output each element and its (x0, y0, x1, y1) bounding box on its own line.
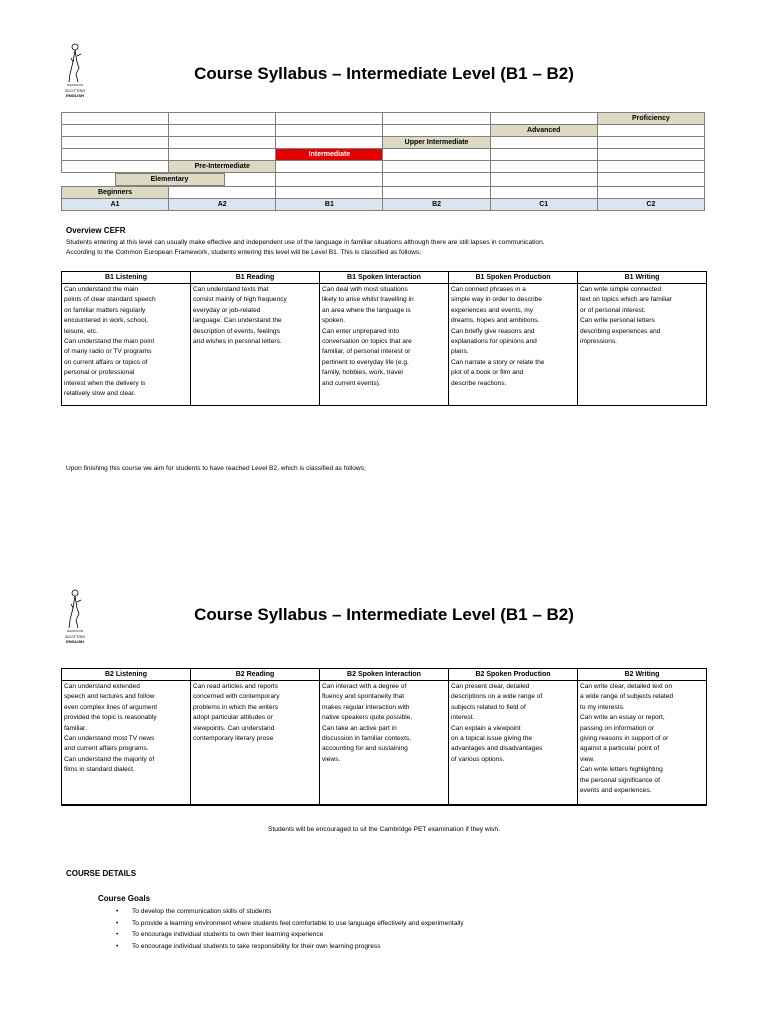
goal-item: • To provide a learning environment where students feel comfortable to use language effectively and experimentally (114, 918, 464, 930)
level-pre-intermediate: Pre-Intermediate (169, 161, 276, 173)
b1-header-listening: B1 Listening (62, 272, 191, 284)
b1-header-writing: B1 Writing (578, 272, 707, 284)
b2-cell-reading: Can read articles and reports concerned with contemporary problems in which the writers adopt particular attitudes or viewpoints. Can understand contemporary literary prose (191, 681, 320, 805)
code-b2: B2 (383, 199, 490, 211)
level-advanced: Advanced (490, 125, 597, 137)
b2-skills-table (61, 668, 707, 806)
level-proficiency: Proficiency (597, 113, 704, 125)
code-a1: A1 (62, 199, 169, 211)
b1-header-spoken-interaction: B1 Spoken Interaction (320, 272, 449, 284)
level-upper-intermediate: Upper Intermediate (383, 137, 490, 149)
b2-cell-listening: Can understand extended speech and lectures and follow even complex lines of argument provided the topic is reasonably familiar. Can understand most TV news and current affairs programs. Can understand the majority of films in standard dialect. (62, 681, 191, 805)
course-details-heading: COURSE DETAILS (66, 869, 137, 878)
goal-item: • To encourage individual students to own their learning experience (114, 929, 464, 941)
logo-text-2: SCOTTISH (64, 88, 86, 93)
b2-cell-spoken-production: Can present clear, detailed descriptions on a wide range of subjects related to field of interest. Can explain a viewpoint on a topical issue giving the advantages and disadvantages of various options. (449, 681, 578, 805)
code-a2: A2 (169, 199, 276, 211)
overview-text-1: Students entering at this level can usually make effective and independent use of the language in familiar situations although there are still lapses in communication. (66, 239, 545, 246)
overview-heading: Overview CEFR (66, 226, 126, 235)
overview-text-2: According to the Common European Framework, students entering this level will be Level B1. This is classified as follows; (66, 249, 422, 256)
page-title-2: Course Syllabus – Intermediate Level (B1 – B2) (194, 605, 574, 624)
logo-text-1: ISLINGTON (66, 83, 84, 87)
b2-header-spoken-production: B2 Spoken Production (449, 669, 578, 681)
code-b1: B1 (276, 199, 383, 211)
b1-cell-spoken-production: Can connect phrases in a simple way in order to describe experiences and events, my dreams, hopes and ambitions. Can briefly give reasons and explanations for opinions and plans. Can narrate a story or relate the plot of a book or film and describe reactions. (449, 284, 578, 406)
finishing-text: Upon finishing this course we aim for students to have reached Level B2, which is classified as follows; (66, 465, 366, 472)
code-c2: C2 (597, 199, 704, 211)
logo2-text-2: SCOTTISH (64, 634, 86, 639)
b2-cell-writing: Can write clear, detailed text on a wide range of subjects related to my interests. Can write an essay or report, passing on information or giving reasons in support of or against a particular point of view. Can write letters highlighting the personal significance of events and experiences. (578, 681, 707, 805)
logo-text-3: ENGLISH (66, 93, 84, 98)
b2-cell-spoken-interaction: Can interact with a degree of fluency and spontaneity that makes regular interaction with native speakers quite possible. Can take an active part in discussion in familiar contexts, accounting for and sustaining views. (320, 681, 449, 805)
course-goals-heading: Course Goals (98, 894, 151, 903)
b1-cell-reading: Can understand texts that consist mainly of high frequency everyday or job-related language. Can understand the description of events, feelings and wishes in personal letters. (191, 284, 320, 406)
page-title: Course Syllabus – Intermediate Level (B1 – B2) (194, 64, 574, 83)
logo2-text-1: ISLINGTON (66, 629, 84, 633)
b2-header-writing: B2 Writing (578, 669, 707, 681)
b1-cell-writing: Can write simple connected text on topics which are familiar or of personal interest. Can write personal letters describing experiences and impressions. (578, 284, 707, 406)
cefr-level-grid (61, 112, 705, 211)
b2-header-reading: B2 Reading (191, 669, 320, 681)
b1-header-reading: B1 Reading (191, 272, 320, 284)
b1-cell-listening: Can understand the main points of clear standard speech on familiar matters regularly encountered in work, school, leisure, etc. Can understand the main point of many radio or TV programs on current affairs or topics of personal or professional interest when the delivery is relatively slow and clear. (62, 284, 191, 406)
goal-item: • To develop the communication skills of students (114, 906, 464, 918)
goal-item: • To encourage individual students to take responsibility for their own learning progress (114, 941, 464, 953)
b1-header-spoken-production: B1 Spoken Production (449, 272, 578, 284)
b2-header-listening: B2 Listening (62, 669, 191, 681)
course-goals-list (114, 906, 464, 952)
code-c1: C1 (490, 199, 597, 211)
level-beginners: Beginners (62, 187, 169, 199)
b1-skills-table (61, 271, 707, 406)
b1-cell-spoken-interaction: Can deal with most situations likely to arise whilst travelling in an area where the language is spoken. Can enter unprepared into conversation on topics that are familiar, of personal interest or pertinent to everyday life (e.g. family, hobbies, work, travel and current events). (320, 284, 449, 406)
level-elementary: Elementary (115, 173, 225, 186)
logo2-text-3: ENGLISH (66, 639, 84, 644)
cambridge-text: Students will be encouraged to sit the Cambridge PET examination if they wish. (268, 826, 500, 833)
b2-header-spoken-interaction: B2 Spoken Interaction (320, 669, 449, 681)
level-intermediate: Intermediate (276, 149, 383, 161)
